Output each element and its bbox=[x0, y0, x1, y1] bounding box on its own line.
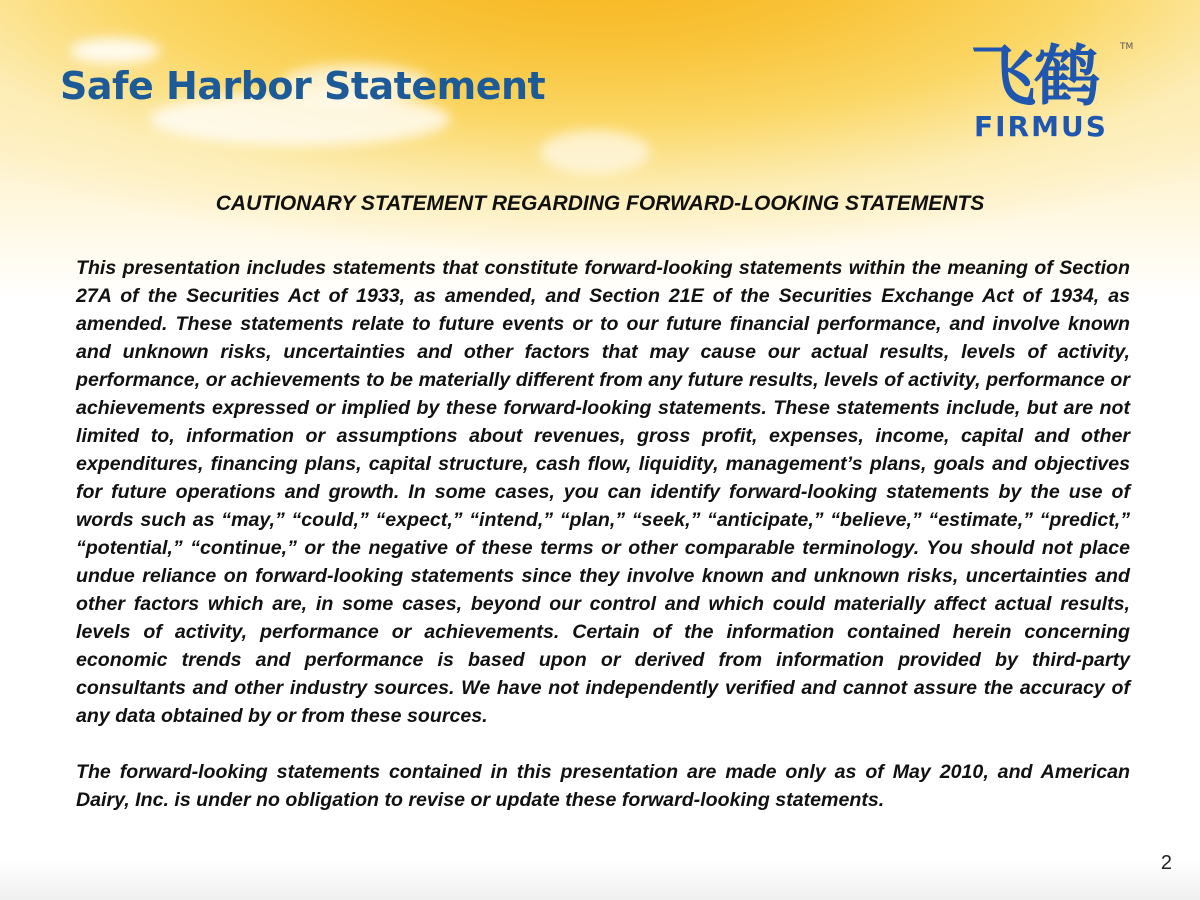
logo-chinese-text: 飞鹤 bbox=[970, 38, 1098, 115]
page-number: 2 bbox=[1160, 852, 1172, 874]
cloud-decoration bbox=[540, 130, 650, 174]
section-heading: CAUTIONARY STATEMENT REGARDING FORWARD-LOOKING STATEMENTS bbox=[215, 192, 985, 215]
statement-paragraph: The forward-looking statements contained in this presentation are made only as of May 2010, and American Dairy, Inc. is under no obligation to revise or update these forward-looking statements. bbox=[76, 761, 1130, 811]
logo-brand-text: FIRMUS bbox=[974, 110, 1108, 143]
statement-paragraph: This presentation includes statements that constitute forward-looking statements within the meaning of Section 27A of the Securities Act of 1933, as amended, and Section 21E of the Securities Exchange Act of 1934, as amended. These statements relate to future events or to our future financial performance, and involve known and unknown risks, uncertainties and other factors that may cause our actual results, levels of activity, performance, or achievements to be materially different from any future results, levels of activity, performance or achievements expressed or implied by these forward-looking statements. These statements include, but are not limited to, information or assumptions about revenues, gross profit, expenses, income, capital and other expenditures, financing plans, capital structure, cash flow, liquidity, management’s plans, goals and objectives for future operations and growth. In some cases, you can identify forward-looking statements by the use of words such as “may,” “could,” “expect,” “intend,” “plan,” “seek,” “anticipate,” “believe,” “estimate,” “predict,” “potential,” “continue,” or the negative of these terms or other comparable terminology. You should not place undue reliance on forward-looking statements since they involve known and unknown risks, uncertainties and other factors which are, in some cases, beyond our control and which could materially affect actual results, levels of activity, performance or achievements. Certain of the information contained herein concerning economic trends and performance is based upon or derived from information provided by third-party consultants and other industry sources. We have not independently verified and cannot assure the accuracy of any data obtained by or from these sources. bbox=[76, 257, 1130, 727]
logo-trademark: TM bbox=[1120, 42, 1134, 52]
cloud-decoration bbox=[70, 38, 160, 64]
slide-title: Safe Harbor Statement bbox=[60, 64, 546, 108]
firmus-logo bbox=[962, 40, 1138, 144]
statement-body bbox=[76, 254, 1130, 842]
